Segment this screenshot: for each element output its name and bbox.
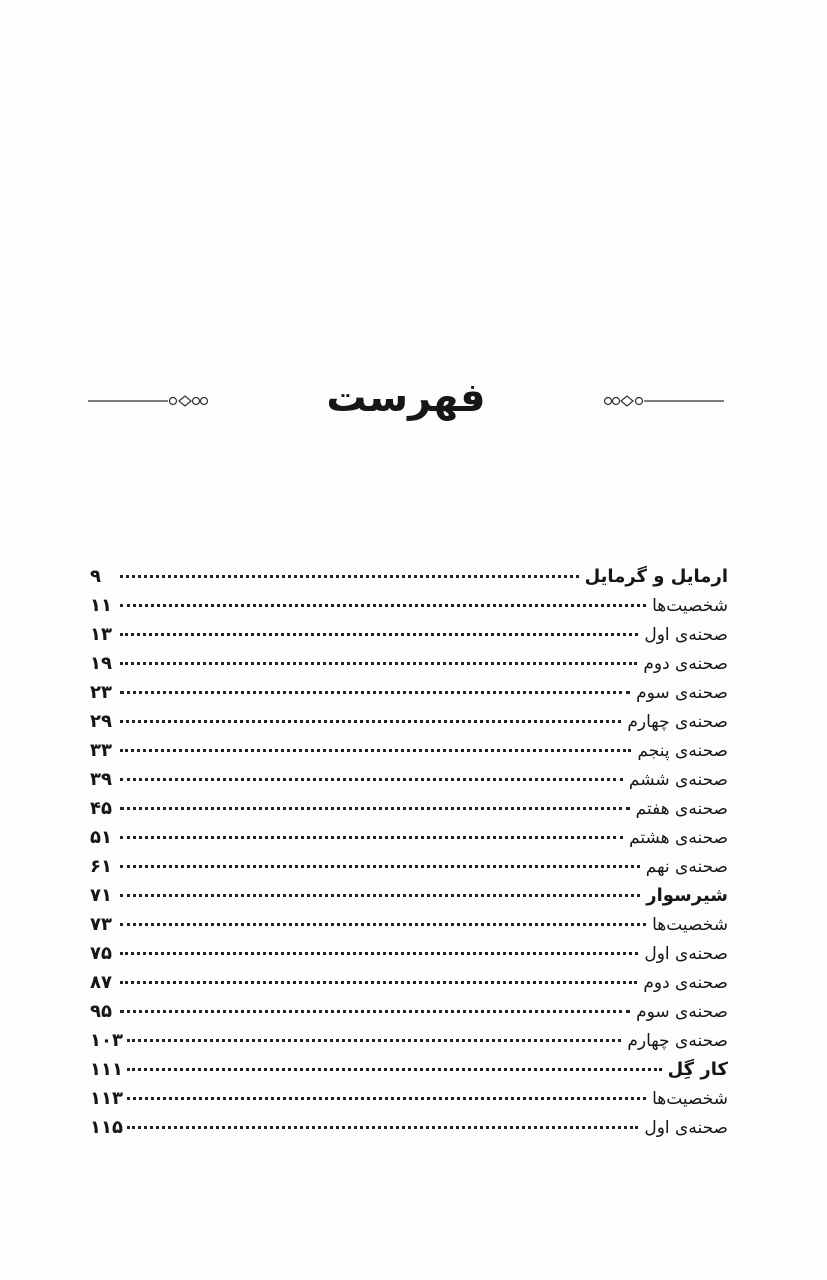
dot-leader bbox=[120, 662, 637, 665]
toc-entry-row bbox=[90, 1084, 728, 1113]
toc-entry-row bbox=[90, 649, 728, 678]
dot-leader bbox=[120, 778, 623, 781]
dot-leader bbox=[120, 575, 579, 578]
toc-part-row bbox=[90, 881, 728, 910]
dot-leader bbox=[120, 836, 623, 839]
toc-entry-label: صحنه‌ی پنجم bbox=[637, 741, 728, 761]
toc-entry-row bbox=[90, 707, 728, 736]
toc-entry-row bbox=[90, 1113, 728, 1142]
toc-entry-row bbox=[90, 939, 728, 968]
toc-entry-label: شخصیت‌ها bbox=[652, 1089, 728, 1109]
dot-leader bbox=[120, 633, 638, 636]
toc-entry-label: صحنه‌ی هشتم bbox=[629, 828, 728, 848]
toc-page-number: ۳۹ bbox=[90, 769, 112, 790]
toc-entry-label: صحنه‌ی دوم bbox=[643, 654, 728, 674]
toc-entry-label: کار گِل bbox=[667, 1059, 728, 1080]
toc-entry-label: صحنه‌ی اول bbox=[644, 1118, 728, 1138]
toc-entry-label: شخصیت‌ها bbox=[652, 915, 728, 935]
toc-entry-row bbox=[90, 968, 728, 997]
toc-entry-row bbox=[90, 910, 728, 939]
toc-page-number: ۸۷ bbox=[90, 972, 112, 993]
toc-page-number: ۶۱ bbox=[90, 856, 112, 877]
toc-entry-label: صحنه‌ی اول bbox=[644, 625, 728, 645]
toc-entry-row bbox=[90, 823, 728, 852]
toc-page-number: ۴۵ bbox=[90, 798, 112, 819]
toc-page-number: ۷۱ bbox=[90, 885, 112, 906]
dot-leader bbox=[120, 865, 640, 868]
toc-page-number: ۳۳ bbox=[90, 740, 112, 761]
dot-leader bbox=[120, 952, 638, 955]
toc-entry-label: شیرسوار bbox=[646, 885, 728, 906]
dot-leader bbox=[120, 749, 631, 752]
dot-leader bbox=[120, 807, 630, 810]
toc-page-number: ۱۳ bbox=[90, 624, 112, 645]
toc-page-number: ۵۱ bbox=[90, 827, 112, 848]
dot-leader bbox=[120, 691, 630, 694]
toc-page-number: ۱۹ bbox=[90, 653, 112, 674]
toc-page-number: ۱۱۵ bbox=[90, 1117, 123, 1138]
toc-page-number: ۱۰۳ bbox=[90, 1030, 123, 1051]
toc-page-number: ۱۱ bbox=[90, 595, 112, 616]
title-row bbox=[88, 368, 724, 428]
toc-part-row bbox=[90, 1055, 728, 1084]
toc-entry-label: صحنه‌ی اول bbox=[644, 944, 728, 964]
toc-entry-label: صحنه‌ی سوم bbox=[636, 683, 728, 703]
table-of-contents bbox=[90, 562, 728, 1142]
page-title: فهرست bbox=[326, 375, 486, 421]
toc-entry-row bbox=[90, 591, 728, 620]
toc-entry-row bbox=[90, 852, 728, 881]
toc-entry-row bbox=[90, 997, 728, 1026]
toc-part-row bbox=[90, 562, 728, 591]
toc-entry-row bbox=[90, 620, 728, 649]
toc-entry-row bbox=[90, 765, 728, 794]
toc-entry-label: صحنه‌ی هفتم bbox=[635, 799, 728, 819]
dot-leader bbox=[127, 1126, 638, 1129]
dot-leader bbox=[120, 923, 646, 926]
toc-entry-row bbox=[90, 794, 728, 823]
toc-entry-label: صحنه‌ی سوم bbox=[636, 1002, 728, 1022]
toc-entry-label: صحنه‌ی ششم bbox=[628, 770, 728, 790]
toc-page-number: ۲۹ bbox=[90, 711, 112, 732]
dot-leader bbox=[120, 1010, 630, 1013]
toc-entry-label: صحنه‌ی دوم bbox=[643, 973, 728, 993]
right-ornament-icon bbox=[602, 394, 724, 408]
toc-entry-label: صحنه‌ی نهم bbox=[645, 857, 728, 877]
dot-leader bbox=[127, 1039, 621, 1042]
dot-leader bbox=[120, 604, 646, 607]
toc-entry-label: ارمایل و گرمایل bbox=[584, 566, 728, 587]
dot-leader bbox=[127, 1068, 662, 1071]
toc-page-number: ۷۳ bbox=[90, 914, 112, 935]
toc-entry-label: شخصیت‌ها bbox=[652, 596, 728, 616]
toc-entry-row bbox=[90, 1026, 728, 1055]
toc-page-number: ۱۱۱ bbox=[90, 1059, 123, 1080]
toc-entry-label: صحنه‌ی چهارم bbox=[627, 712, 728, 732]
dot-leader bbox=[120, 720, 621, 723]
dot-leader bbox=[120, 981, 637, 984]
toc-entry-row bbox=[90, 736, 728, 765]
dot-leader bbox=[127, 1097, 646, 1100]
dot-leader bbox=[120, 894, 640, 897]
toc-page-number: ۱۱۳ bbox=[90, 1088, 123, 1109]
toc-page-number: ۹۵ bbox=[90, 1001, 112, 1022]
toc-entry-label: صحنه‌ی چهارم bbox=[627, 1031, 728, 1051]
toc-entry-row bbox=[90, 678, 728, 707]
toc-page-number: ۹ bbox=[90, 566, 101, 587]
toc-page-number: ۷۵ bbox=[90, 943, 112, 964]
toc-page-number: ۲۳ bbox=[90, 682, 112, 703]
